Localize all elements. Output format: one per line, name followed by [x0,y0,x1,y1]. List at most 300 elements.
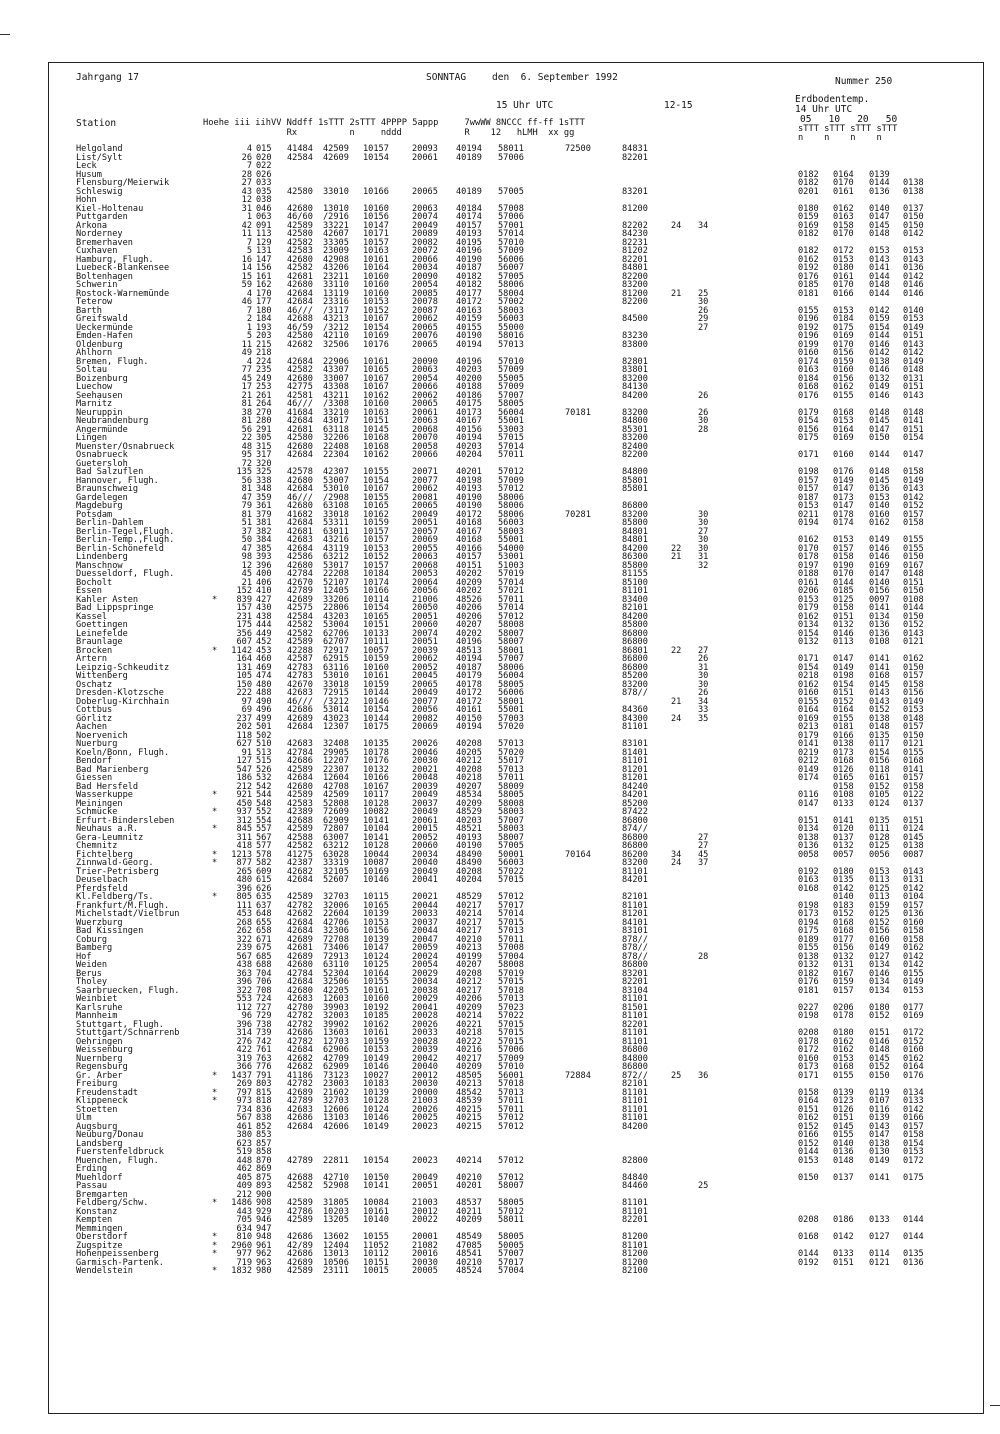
table-cell: 0152 [903,620,924,630]
table-cell: 42684 [287,356,313,367]
table-cell: 0142 [903,229,924,239]
table-cell: 0168 [798,1232,819,1242]
station-name: Soltau [76,365,108,375]
table-cell: 0165 [833,773,854,783]
table-cell: 0105 [869,790,890,800]
station-name: Hannover, Flugh. [76,475,159,486]
table-cell: 838 [256,1113,272,1123]
table-cell: 32006 [323,900,349,911]
table-cell: 10152 [363,552,389,562]
table-cell: 685 [256,951,272,962]
table-cell: 33110 [323,280,349,290]
table-cell: 20026 [412,1104,438,1115]
table-cell: 57005 [498,271,524,282]
table-cell: 10185 [363,1011,389,1021]
table-cell: 40210 [456,934,482,945]
table-cell: 20034 [412,263,438,273]
table-cell: 0136 [869,620,890,630]
table-cell: 547 [236,764,252,775]
table-cell: 20051 [412,637,438,647]
station-name: Frankfurt/M.Flugh. [76,900,170,911]
table-cell: 0144 [798,1147,819,1157]
table-cell: 0146 [869,1036,890,1047]
soil-depths: 05 10 20 50 [800,114,898,125]
station-name: Gr. Arber [76,1070,123,1081]
table-cell: 10151 [363,1257,389,1268]
table-cell: 21 [241,577,252,588]
table-cell: 0172 [798,1045,819,1055]
table-cell: 0139 [833,1087,854,1098]
table-row [76,1182,956,1191]
table-cell: 84300 [622,713,648,724]
table-cell: 56004 [498,407,524,418]
table-cell: 58003 [498,305,524,316]
table-cell: 10082 [363,807,389,817]
table-cell: 0162 [903,1053,924,1064]
table-cell: 10115 [363,892,389,902]
table-cell: 10084 [363,1198,389,1208]
table-cell: 0143 [869,1121,890,1132]
table-cell: 0173 [798,1062,819,1072]
table-cell: 810 [236,1232,252,1242]
table-cell: 20026 [412,1019,438,1030]
table-cell: 0148 [869,1045,890,1055]
table-cell: 0166 [798,1130,819,1140]
table-cell: 872// [622,1070,648,1081]
table-cell: 20029 [412,994,438,1004]
table-cell: 908 [256,1198,272,1208]
table-cell: 20023 [412,1155,438,1166]
table-cell: 57002 [498,297,524,307]
table-cell: 0176 [903,1070,924,1081]
table-cell: 42684 [287,1045,313,1055]
table-cell: 34 [698,220,709,231]
table-cell: 10161 [363,356,389,367]
table-cell: 615 [256,875,272,885]
table-cell: 453 [236,909,252,919]
table-cell: 83200 [622,373,648,384]
station-name: Wittenberg [76,671,128,681]
table-cell: 57015 [498,1019,524,1030]
table-cell: 0087 [903,849,924,860]
table-cell: 42680 [287,475,313,486]
table-cell: 193 [256,322,272,333]
table-cell: 58011 [498,1215,524,1225]
table-cell: 85200 [622,671,648,681]
table-cell: 20049 [412,807,438,817]
table-cell: 708 [256,985,272,996]
station-name: Luechow [76,382,113,392]
table-cell: 0151 [798,1104,819,1115]
table-cell: 42584 [287,152,313,163]
station-name: Bamberg [76,943,113,953]
table-cell: 0208 [798,1028,819,1038]
soil-column-header: sTTT sTTT sTTT sTTT [798,124,898,134]
table-cell: 0108 [903,594,924,605]
table-cell: 10168 [363,441,389,452]
table-cell: 40208 [456,739,482,749]
table-cell: 31805 [323,1198,349,1208]
table-cell: 42684 [287,1121,313,1132]
table-cell: 31 [241,203,252,214]
table-cell: 42682 [287,1062,313,1072]
table-cell: 671 [256,934,272,945]
table-cell: 0138 [903,186,924,197]
table-cell: 20051 [412,1181,438,1191]
table-cell: 83201 [622,186,648,197]
table-cell: 496 [256,705,272,715]
table-cell: 0147 [869,1130,890,1140]
table-cell: 10139 [363,909,389,919]
table-cell: 42783 [287,671,313,681]
table-cell: 42784 [287,968,313,979]
table-cell: 20055 [412,543,438,554]
table-row [76,341,956,350]
station-name: Guetersloh [76,458,128,469]
station-name: Flensburg/Meierwik [76,178,170,188]
table-cell: 0153 [833,416,854,426]
table-cell: 0152 [869,917,890,928]
table-cell: 961 [256,1240,272,1251]
station-name: Weinbiet [76,994,118,1004]
station-name: Ahlhorn [76,348,113,358]
table-cell: 10027 [363,1070,389,1081]
table-cell: 0132 [798,637,819,647]
table-cell: 33206 [323,594,349,605]
table-cell: 761 [256,1045,272,1055]
table-cell: 0133 [903,1096,924,1106]
table-cell: 10166 [363,586,389,596]
table-cell: 10155 [363,977,389,987]
table-cell: 20048 [412,773,438,783]
table-cell: 0180 [833,263,854,273]
station-name: Muenchen, Flugh. [76,1155,159,1166]
table-cell: 20065 [412,399,438,409]
table-cell: 10203 [323,1206,349,1217]
table-cell: 7 [246,161,252,171]
table-cell: 42683 [287,535,313,545]
table-cell: 40168 [456,535,482,545]
table-cell: 0132 [833,620,854,630]
table-cell: 0135 [869,815,890,826]
table-cell: 0136 [833,1147,854,1157]
table-cell: 0154 [869,747,890,758]
table-cell: 20039 [412,645,438,656]
table-cell: 20049 [412,688,438,698]
table-cell: 20090 [412,271,438,282]
table-cell: 57012 [498,1113,524,1123]
table-cell: 0134 [869,977,890,987]
station-name: Trier-Petrisberg [76,866,159,877]
table-cell: 42288 [287,645,313,656]
table-cell: 12 [241,195,252,205]
table-cell: 0173 [833,747,854,758]
table-cell: 50 [241,535,252,545]
table-cell: 157 [236,603,252,613]
table-cell: 20049 [412,1172,438,1183]
table-cell: 31 [698,662,709,673]
table-cell: 526 [256,764,272,775]
table-cell: 57013 [498,926,524,936]
table-cell: 81101 [622,1087,648,1098]
table-cell: 0212 [798,756,819,766]
table-cell: 81202 [622,246,648,256]
table-cell: 0169 [833,433,854,443]
table-cell: 222 [236,688,252,698]
table-cell: /3308 [323,399,349,409]
table-cell: 20049 [412,509,438,520]
table-cell: 0149 [903,322,924,333]
table-cell: 0146 [903,280,924,290]
table-cell: 10157 [363,526,389,537]
table-cell: 32105 [323,866,349,877]
table-cell: 0132 [833,951,854,962]
table-cell: 0159 [869,900,890,911]
station-name: Schwerin [76,280,118,290]
table-cell: 58007 [498,1181,524,1191]
table-cell: 42682 [287,1053,313,1064]
station-name: Wuerzburg [76,917,123,928]
station-name: Bendorf [76,756,113,766]
table-cell: 40205 [456,747,482,758]
table-cell: 26 [698,390,709,401]
table-cell: 12405 [323,586,349,596]
table-cell: 40196 [456,246,482,256]
table-cell: 40202 [456,628,482,639]
station-name: Brocken [76,645,113,656]
table-cell: 72609 [323,807,349,817]
table-cell: 57022 [498,1011,524,1021]
table-cell: /3117 [323,305,349,316]
table-cell: 0177 [903,1002,924,1013]
table-cell: 0121 [869,1257,890,1268]
table-cell: 552 [256,807,272,817]
table-cell: 47085 [456,1240,482,1251]
table-cell: 20054 [412,280,438,290]
table-cell: 58008 [498,620,524,630]
station-name: Michelstadt/Vielbrun [76,909,180,919]
table-cell: 58004 [498,288,524,299]
station-name: Wasserkuppe [76,790,133,800]
table-cell: 170 [256,288,272,299]
station-name: Freudenstadt [76,1087,139,1098]
table-cell: 20093 [412,144,438,154]
table-cell: 58008 [498,960,524,970]
table-cell: 57010 [498,1062,524,1072]
table-cell: 385 [256,543,272,554]
table-cell: 0178 [833,1011,854,1021]
table-cell: 20078 [412,297,438,307]
table-cell: 85800 [622,620,648,630]
table-cell: 805 [236,892,252,902]
table-cell: 40198 [456,475,482,486]
table-cell: 26 [698,688,709,698]
table-cell: 81101 [622,722,648,732]
station-name: Weissenburg [76,1045,133,1055]
table-cell: 42680 [287,985,313,996]
table-cell: 40206 [456,603,482,613]
table-cell: 57007 [498,815,524,826]
table-cell: 32703 [323,1096,349,1106]
table-cell: 150 [236,679,252,690]
table-cell: 276 [236,1036,252,1047]
table-cell: 554 [256,815,272,826]
table-cell: 40209 [456,798,482,809]
table-cell: 10171 [363,229,389,239]
table-cell: /3212 [323,696,349,707]
table-cell: 20060 [412,841,438,851]
table-cell: 83101 [622,739,648,749]
table-cell: 0172 [903,1028,924,1038]
station-name: Cottbus [76,705,113,715]
table-cell: 0162 [903,654,924,664]
table-cell: 410 [256,586,272,596]
table-cell: 86800 [622,1062,648,1072]
station-name: Noervenich [76,730,128,741]
table-cell: 42575 [287,603,313,613]
table-cell: 0161 [798,577,819,588]
table-cell: 20066 [412,254,438,265]
table-cell: 57012 [498,467,524,477]
table-cell: 82201 [622,977,648,987]
table-row [76,188,956,197]
table-cell: 261 [256,390,272,401]
table-cell: 40167 [456,416,482,426]
table-cell: 24 [671,220,682,231]
table-cell: 10161 [363,671,389,681]
table-cell: 83230 [622,331,648,341]
table-cell: 0149 [903,475,924,486]
table-cell: 58003 [498,807,524,817]
table-cell: 0154 [833,679,854,690]
table-cell: 82202 [622,220,648,231]
table-cell: 0164 [833,169,854,180]
table-cell: 264 [256,399,272,409]
table-cell: 82101 [622,603,648,613]
table-cell: 81200 [622,203,648,214]
table-cell: 42686 [287,1028,313,1038]
table-cell: 218 [256,348,272,358]
table-cell: 803 [256,1079,272,1089]
table-cell: 40212 [456,977,482,987]
table-cell: 40157 [456,220,482,231]
table-cell: 40214 [456,909,482,919]
table-cell: 0157 [833,543,854,554]
table-cell: 40193 [456,484,482,494]
table-cell: 54000 [498,543,524,554]
table-cell: 20081 [412,492,438,503]
table-cell: 0134 [798,824,819,834]
table-cell: 81 [241,416,252,426]
table-cell: 532 [256,773,272,783]
table-cell: 0152 [798,1121,819,1132]
station-name: Kassel [76,611,108,622]
table-cell: 40210 [456,1257,482,1268]
table-cell: 10169 [363,866,389,877]
table-cell: 10151 [363,620,389,630]
table-cell: 235 [256,365,272,375]
table-cell: 10174 [363,577,389,588]
table-cell: 0154 [903,1138,924,1149]
table-cell: 40167 [456,526,482,537]
table-cell: 7 [246,305,252,316]
table-cell: 452 [256,637,272,647]
table-cell: 147 [256,254,272,265]
table-cell: * [212,1249,218,1259]
table-cell: 875 [256,1172,272,1183]
table-cell: 0176 [798,977,819,987]
table-cell: 21003 [412,1198,438,1208]
table-cell: 0188 [798,569,819,579]
table-cell: 40214 [456,1155,482,1166]
table-cell: 0136 [903,909,924,919]
table-cell: 10144 [363,688,389,698]
table-cell: 57011 [498,450,524,460]
table-cell: 32703 [323,892,349,902]
table-cell: 42586 [287,552,313,562]
table-cell: 0147 [869,569,890,579]
table-cell: 83200 [622,407,648,418]
table-cell: 33221 [323,220,349,231]
table-cell: 111 [236,900,252,911]
table-cell: 40172 [456,696,482,707]
table-cell: 40190 [456,492,482,503]
table-cell: 900 [256,1189,272,1200]
table-cell: 32408 [323,739,349,749]
table-cell: 40187 [456,662,482,673]
table-cell: 82200 [622,271,648,282]
table-cell: 48490 [456,849,482,860]
table-cell: 0160 [869,509,890,520]
table-cell: 0180 [869,1002,890,1013]
table-cell: 0137 [833,832,854,843]
table-cell: 62706 [323,628,349,639]
table-cell: 40209 [456,1062,482,1072]
table-cell: 449 [256,628,272,639]
table-cell: * [212,807,218,817]
table-cell: 658 [256,926,272,936]
table-cell: 57015 [498,433,524,443]
table-cell: 0170 [833,339,854,350]
table-cell: 0170 [798,543,819,554]
table-cell: 0156 [798,424,819,435]
table-cell: 13119 [323,288,349,299]
table-cell: 461 [236,1121,252,1132]
table-cell: 57011 [498,1104,524,1115]
table-cell: * [212,645,218,656]
table-cell: 10156 [363,212,389,222]
table-cell: 0133 [869,1215,890,1225]
table-cell: 607 [236,637,252,647]
table-cell: 43308 [323,382,349,392]
table-cell: 40211 [456,1206,482,1217]
table-cell: 0148 [869,280,890,290]
table-cell: 20033 [412,909,438,919]
table-cell: 10161 [363,1206,389,1217]
table-cell: 20072 [412,246,438,256]
table-cell: 0143 [903,390,924,401]
table-cell: 40200 [456,373,482,384]
table-cell: 0175 [833,322,854,333]
table-cell: 0192 [798,322,819,333]
table-cell: 40207 [456,960,482,970]
table-cell: 0114 [869,1249,890,1259]
table-cell: * [212,594,218,605]
table-cell: 86800 [622,628,648,639]
station-name: Leipzig-Schkeuditz [76,662,170,673]
table-cell: 10506 [323,1257,349,1268]
table-cell: 20022 [412,1215,438,1225]
